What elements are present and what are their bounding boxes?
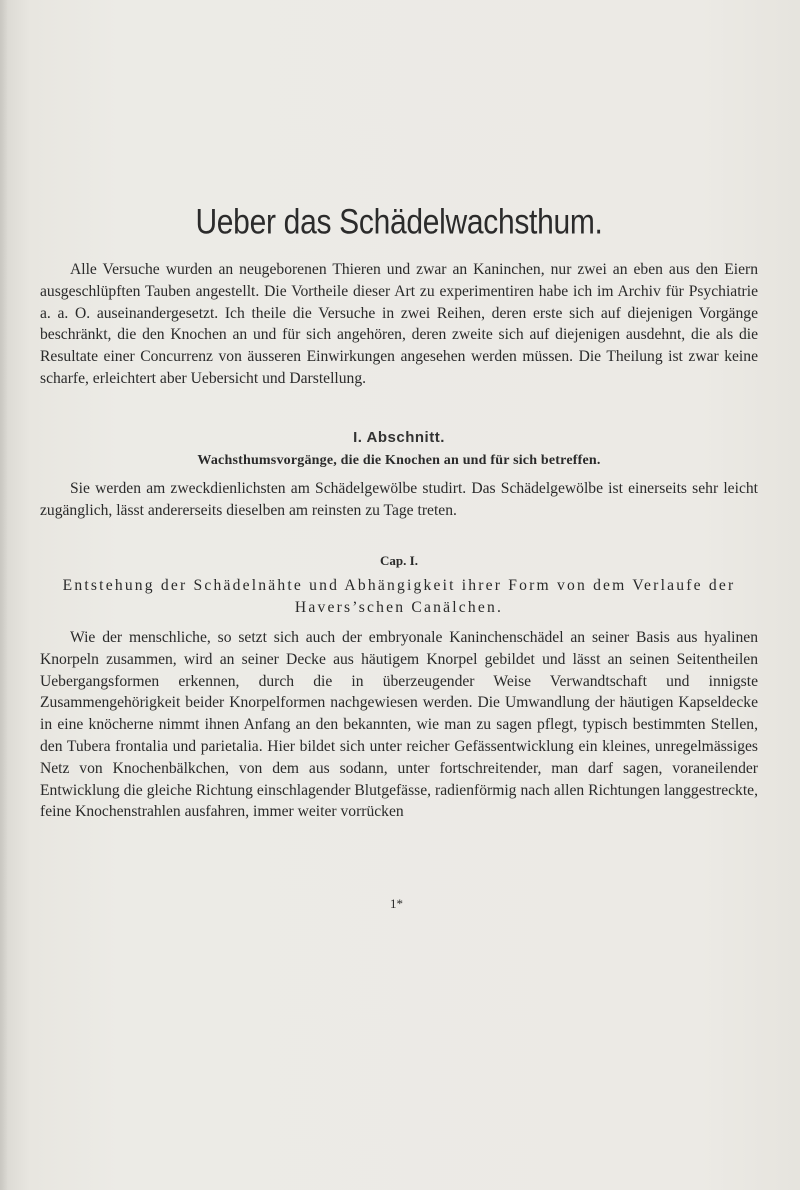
section-heading: I. Abschnitt. bbox=[353, 429, 445, 446]
chapter-paragraph bbox=[40, 627, 758, 823]
intro-paragraph-text: Alle Versuche wurden an neugeborenen Thieren und zwar an Kaninchen, nur zwei an eben aus den Eiern ausgeschlüpften Tauben angestellt. Die Vortheile dieser Art zu experimentiren habe ich im Archiv für Psychiatrie a. a. O. auseinandergesetzt. Ich theile die Versuche in zwei Reihen, deren erste sich auf diejenigen Vorgänge beschränkt, die den Knochen an und für sich angehören, deren zweite sich auf diejenigen ausdehnt, die als die Resultate einer Concurrenz von äusseren Einwirkungen angesehen werden müssen. Die Theilung ist zwar keine scharfe, erleichtert aber Uebersicht und Darstellung. bbox=[40, 261, 758, 387]
signature-mark: 1* bbox=[390, 896, 403, 911]
chapter-paragraph-text: Wie der menschliche, so setzt sich auch der embryonale Kaninchenschädel an seiner Basis aus hyalinen Knorpeln zusammen, wird an seiner Decke aus häutigem Knorpel gebildet und lässt an seinen Seitentheilen Uebergangsformen erkennen, durch die in überzeugender Weise Verwandtschaft und innigste Zusammengehörigkeit beider Knorpelformen nachgewiesen werden. Die Umwandlung der häutigen Kapseldecke in eine knöcherne nimmt ihnen Anfang an den bekannten, wie man zu sagen pflegt, typisch bestimmten Stellen, den Tubera frontalia und parietalia. Hier bildet sich unter reicher Gefässentwicklung ein kleines, unregelmässiges Netz von Knochenbälkchen, von dem aus sodann, unter fortschreitender, man darf sagen, voraneilender Entwicklung die gleiche Richtung einschlagender Blutgefässe, radienförmig nach allen Richtungen langgestreckte, feine Knochenstrahlen ausfahren, immer weiter vorrücken bbox=[40, 629, 758, 821]
section-paragraph bbox=[40, 478, 758, 522]
intro-paragraph bbox=[40, 259, 758, 390]
chapter-label: Cap. I. bbox=[380, 553, 418, 568]
page-title: Ueber das Schädelwachsthum. bbox=[195, 202, 603, 242]
section-subtitle: Wachsthumsvorgänge, die die Knochen an und für sich betreffen. bbox=[197, 453, 601, 468]
chapter-title: Entstehung der Schädelnähte und Abhängigkeit ihrer Form von dem Verlaufe der Havers’schen Canälchen. bbox=[62, 577, 736, 616]
page-edge-shadow bbox=[0, 0, 8, 1190]
section-paragraph-text: Sie werden am zweckdienlichsten am Schädelgewölbe studirt. Das Schädelgewölbe ist einerseits sehr leicht zugänglich, lässt andererseits dieselben am reinsten zu Tage treten. bbox=[40, 480, 758, 519]
